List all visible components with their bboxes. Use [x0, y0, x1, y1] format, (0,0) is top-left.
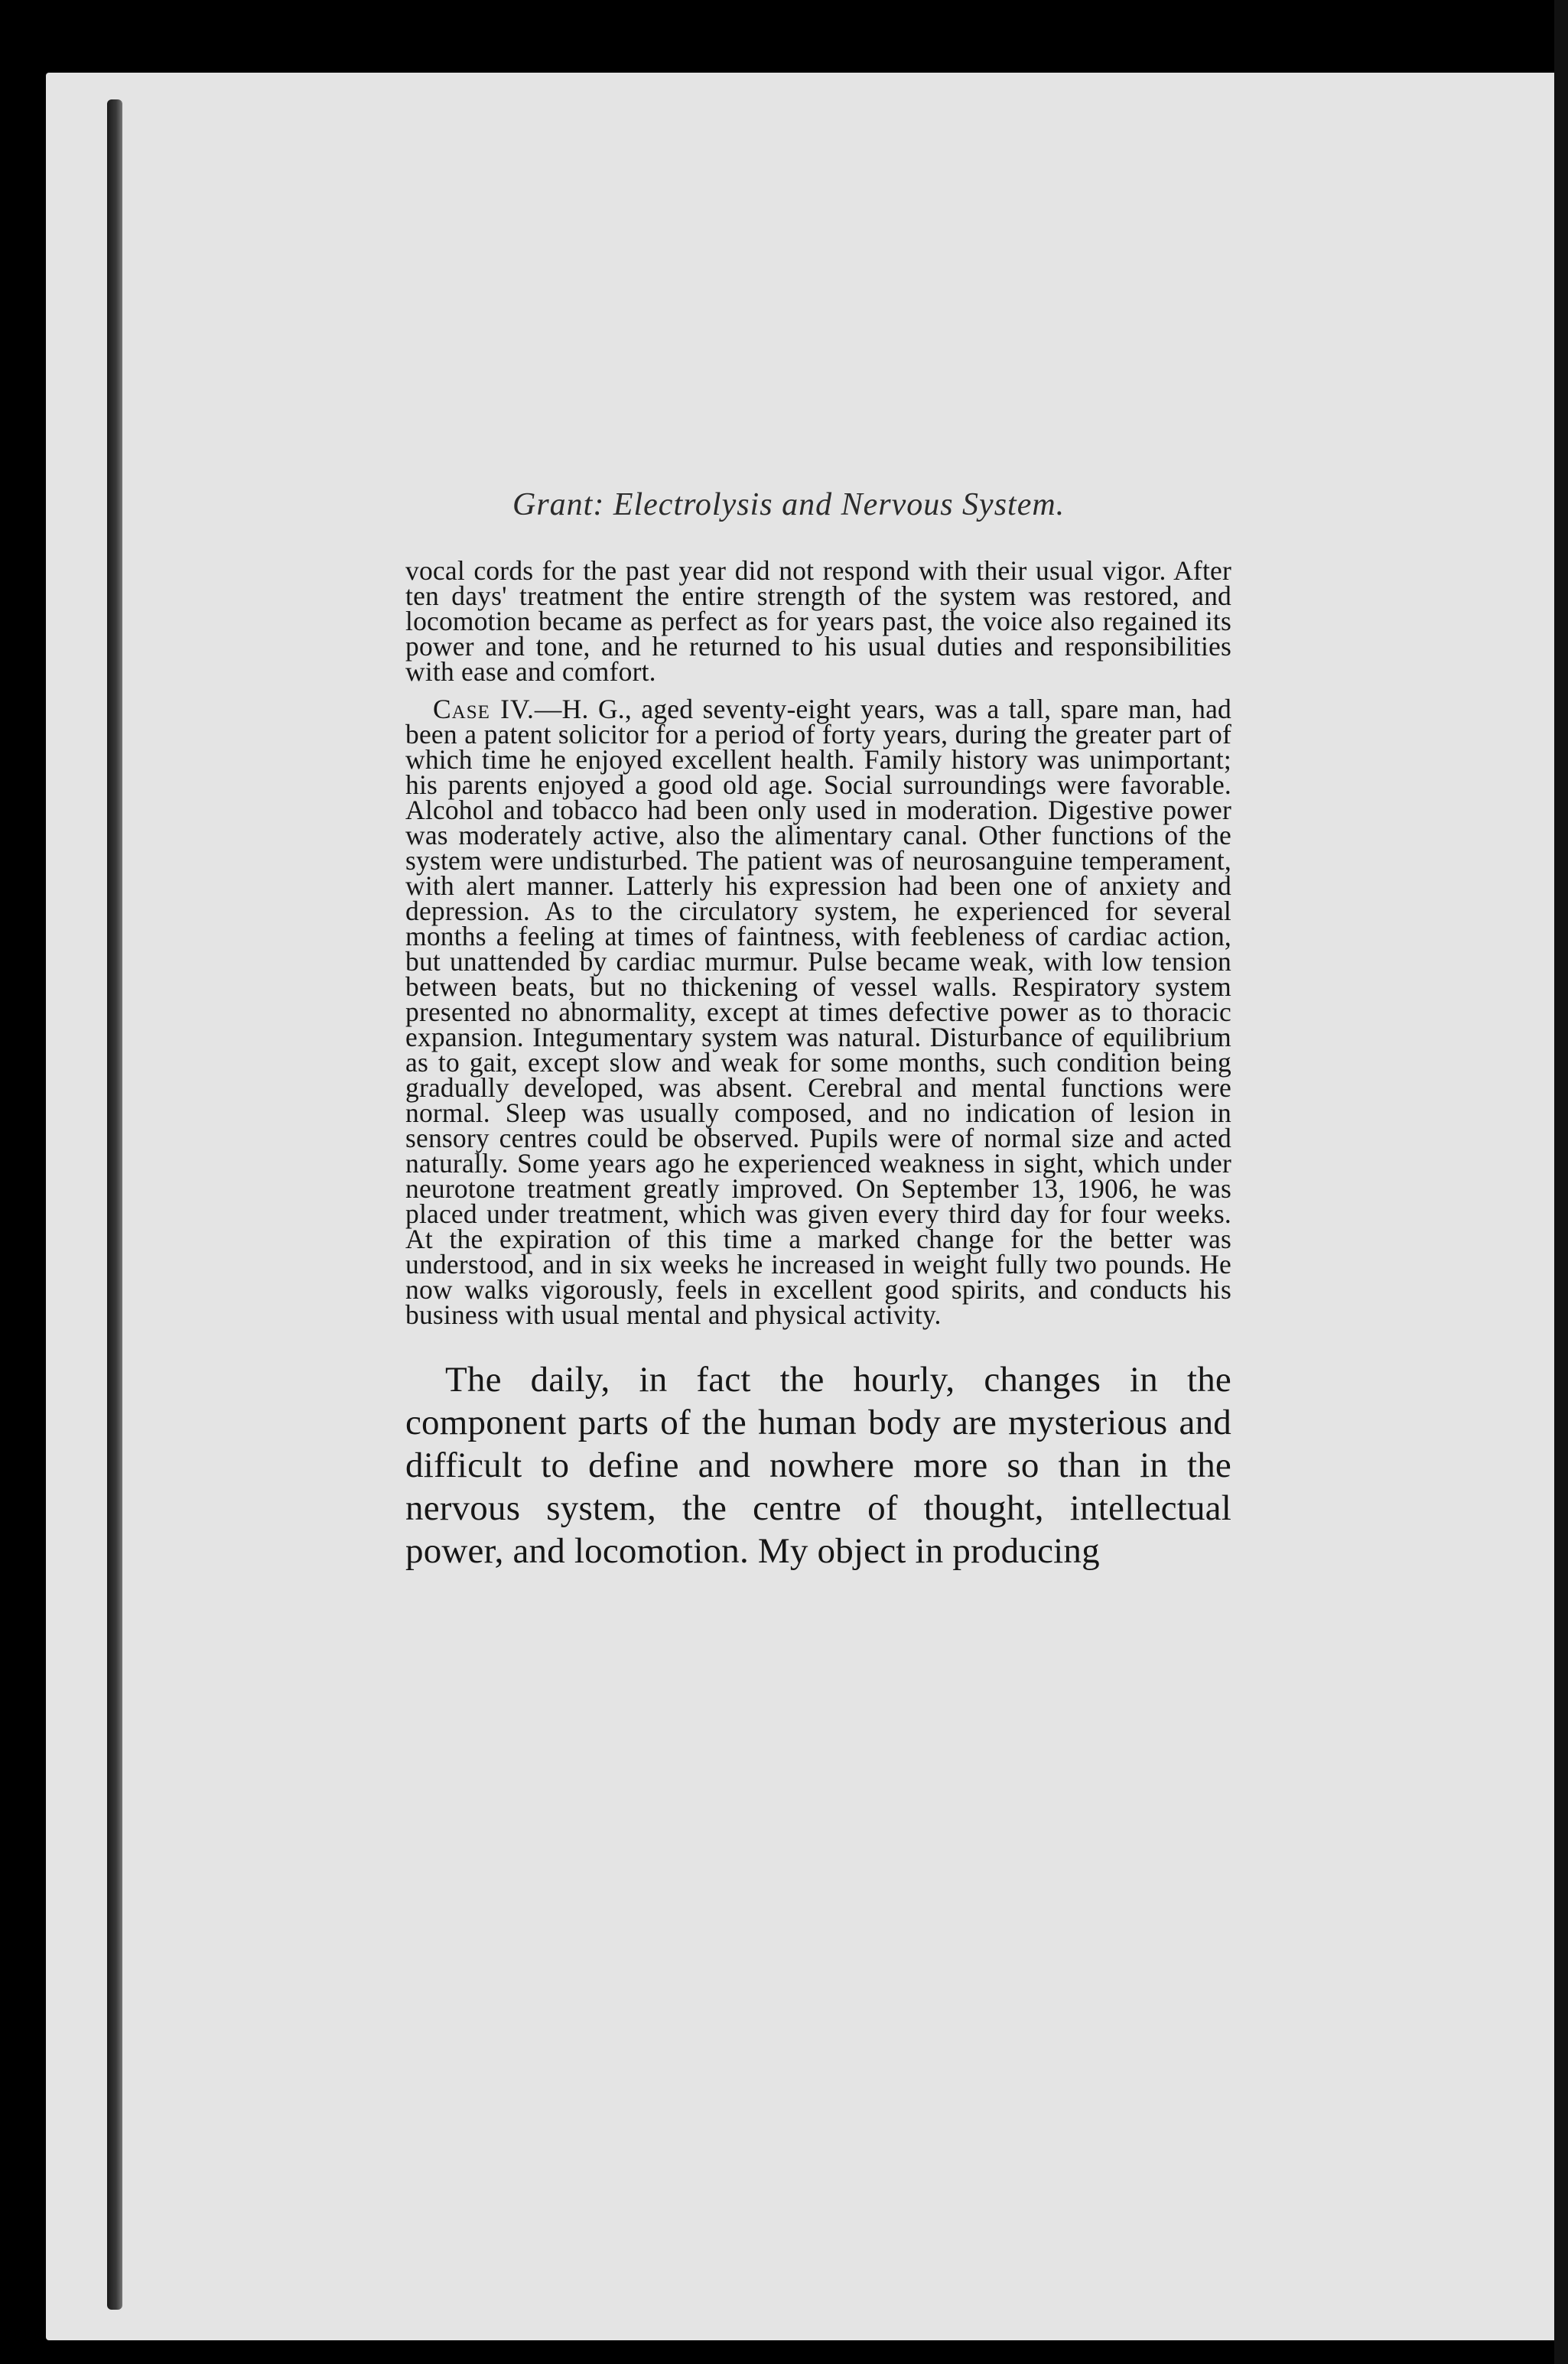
running-head: Grant: Electrolysis and Nervous System. [512, 487, 1065, 522]
case-four-text: —H. G., aged seventy-eight years, was a tall, spare man, had been a patent solicitor for a period of forty years, during the greater part of which time he enjoyed excellent health. Family history was unimportant; his parents enjoyed a good old age. Social surroundings were favorable. Alcohol and tobacco had been only used in moderation. Digestive power was moderately active, also the alimentary canal. Other functions of the system were undisturbed. The patient was of neurosanguine temperament, with alert manner. Latterly his expression had been one of anxiety and depression. As to the circulatory system, he experienced for several months a feeling at times of faintness, with feebleness of cardiac action, but unattended by cardiac murmur. Pulse became weak, with low tension between beats, but no thickening of vessel walls. Respiratory system presented no abnormality, except at times defective power as to thoracic expansion. Integumentary system was natural. Disturbance of equilibrium as to gait, except slow and weak for some months, such condition being gradually developed, was absent. Cerebral and mental functions were normal. Sleep was usually composed, and no indication of lesion in sensory centres could be observed. Pupils were of normal size and acted naturally. Some years ago he experienced weakness in sight, which under neurotone treatment greatly improved. On September 13, 1906, he was placed under treatment, which was given every third day for four weeks. At the expiration of this time a marked change for the better was understood, and in six weeks he increased in weight fully two pounds. He now walks vigorously, feels in excellent good spirits, and conducts his business with usual mental and physical activity. [405, 694, 1231, 1330]
page-right-edge [1554, 0, 1568, 2364]
page-body [405, 555, 1231, 1572]
paragraph-conclusion: The daily, in fact the hourly, changes in the component parts of the human body are mysterious and difficult to define and nowhere more so than in the nervous system, the centre of thought, intellectual power, and locomotion. My object in producing [405, 1360, 1231, 1571]
case-label: Case IV. [433, 694, 535, 724]
book-binding-edge [107, 99, 122, 2310]
paragraph-case-three-continued: vocal cords for the past year did not respond with their usual vigor. After ten days' treatment the entire strength of the system was restored, and locomotion became as perfect as for years past, the voice also regained its power and tone, and he returned to his usual duties and responsibilities with ease and comfort. [405, 555, 1231, 687]
paragraph-case-four [405, 694, 1231, 1330]
